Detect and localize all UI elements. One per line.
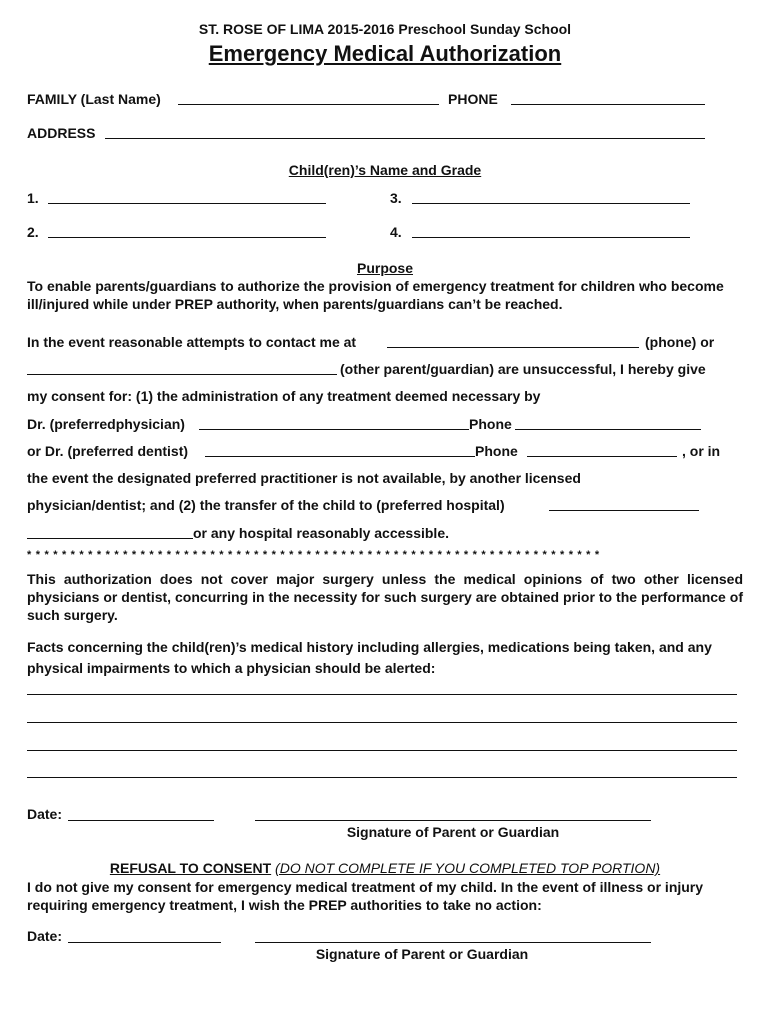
dentist-phone-field[interactable] — [527, 456, 677, 457]
child-2-number: 2. — [27, 224, 39, 240]
child-2-field[interactable] — [48, 237, 326, 238]
purpose-heading: Purpose — [356, 260, 413, 276]
family-last-name-label: FAMILY (Last Name) — [27, 91, 161, 107]
medical-history-line-3[interactable] — [27, 750, 737, 751]
child-3-number: 3. — [390, 190, 402, 206]
consent-line-1a: In the event reasonable attempts to contact me at — [27, 334, 357, 350]
medical-history-line-2[interactable] — [27, 722, 737, 723]
physician-phone-field[interactable] — [515, 429, 701, 430]
family-last-name-field[interactable] — [178, 104, 439, 105]
signature-label-2: Signature of Parent or Guardian — [315, 946, 529, 962]
surgery-note: This authorization does not cover major surgery unless the medical opinions of two other licensed physicians or dentist, concurring in the necessity for such surgery are obtained prior to the performance of such surgery. — [27, 571, 743, 623]
children-heading: Child(ren)’s Name and Grade — [288, 162, 482, 178]
address-label: ADDRESS — [27, 125, 96, 141]
purpose-text: To enable parents/guardians to authorize the provision of emergency treatment for children who become ill/injured while under PREP authority, when parents/guardians can’t be reached. — [27, 278, 724, 312]
form-title: Emergency Medical Authorization — [208, 41, 562, 66]
date-field-1[interactable] — [68, 820, 214, 821]
date-field-2[interactable] — [68, 942, 221, 943]
date-label-2: Date: — [27, 928, 63, 944]
date-label-1: Date: — [27, 806, 63, 822]
consent-line-1b: (phone) or — [645, 334, 715, 350]
contact-phone-field[interactable] — [387, 347, 639, 348]
refusal-heading: REFUSAL TO CONSENT — [109, 860, 272, 876]
child-4-number: 4. — [390, 224, 402, 240]
consent-line-3: my consent for: (1) the administration of any treatment deemed necessary by — [27, 388, 541, 404]
signature-field-2[interactable] — [255, 942, 651, 943]
address-field[interactable] — [105, 138, 705, 139]
other-parent-field[interactable] — [27, 374, 337, 375]
phone-field[interactable] — [511, 104, 705, 105]
refusal-note: (DO NOT COMPLETE IF YOU COMPLETED TOP PORTION) — [275, 860, 661, 876]
dentist-field[interactable] — [205, 456, 475, 457]
dentist-phone-label: Phone — [475, 443, 518, 459]
signature-label-1: Signature of Parent or Guardian — [346, 824, 560, 840]
consent-line-6: the event the designated preferred practitioner is not available, by another licensed — [27, 470, 581, 486]
physician-phone-label: Phone — [469, 416, 512, 432]
child-1-number: 1. — [27, 190, 39, 206]
physician-field[interactable] — [199, 429, 469, 430]
hospital-field[interactable] — [549, 510, 699, 511]
consent-line-8: or any hospital reasonably accessible. — [193, 525, 449, 541]
consent-line-2: (other parent/guardian) are unsuccessful, I hereby give — [340, 361, 706, 377]
refusal-heading-line — [0, 860, 770, 876]
medical-history-line-4[interactable] — [27, 777, 737, 778]
separator: * * * * * * * * * * * * * * * * * * * * * * * * * * * * * * * * * * * * * * * * * * * * * * * * * * * * * * * * * * * * * * * * * * — [27, 549, 600, 561]
signature-field-1[interactable] — [255, 820, 651, 821]
child-3-field[interactable] — [412, 203, 690, 204]
child-1-field[interactable] — [48, 203, 326, 204]
medical-history-text: Facts concerning the child(ren)’s medical history including allergies, medications being taken, and any physical impairments to which a physician should be alerted: — [27, 639, 712, 676]
phone-label: PHONE — [448, 91, 498, 107]
dentist-label: or Dr. (preferred dentist) — [27, 443, 189, 459]
school-name: ST. ROSE OF LIMA 2015-2016 Preschool Sunday School — [198, 21, 572, 37]
child-4-field[interactable] — [412, 237, 690, 238]
physician-label: Dr. (preferredphysician) — [27, 416, 185, 432]
hospital-field-cont[interactable] — [27, 538, 193, 539]
consent-line-7: physician/dentist; and (2) the transfer of the child to (preferred hospital) — [27, 497, 505, 513]
medical-history-line-1[interactable] — [27, 694, 737, 695]
consent-line-5c: , or in — [682, 443, 721, 459]
refusal-text: I do not give my consent for emergency medical treatment of my child. In the event of illness or injury requiring emergency treatment, I wish the PREP authorities to take no action: — [27, 879, 704, 913]
